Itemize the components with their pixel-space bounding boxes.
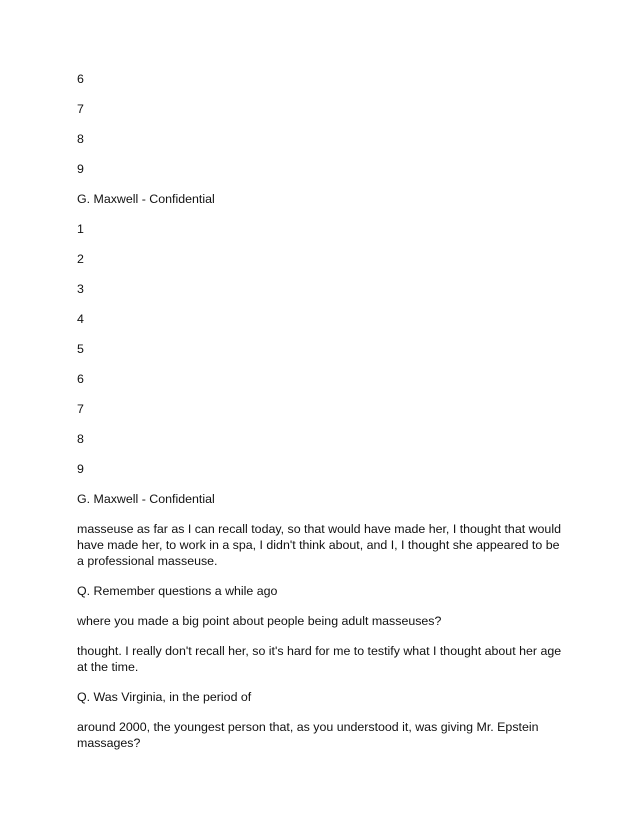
transcript-question: Q. Remember questions a while ago	[77, 584, 278, 598]
transcript-question: Q. Was Virginia, in the period of	[77, 690, 252, 704]
transcript-paragraph: where you made a big point about people being adult masseuses?	[77, 614, 442, 628]
line-number: 6	[77, 72, 84, 86]
transcript-paragraph: thought. I really don't recall her, so it's hard for me to testify what I thought about her age at the time.	[77, 644, 562, 674]
document-body	[77, 71, 562, 765]
confidential-label: G. Maxwell - Confidential	[77, 192, 215, 206]
line-number: 5	[77, 342, 84, 356]
line-number: 9	[77, 462, 84, 476]
line-number: 8	[77, 432, 84, 446]
line-number: 3	[77, 282, 84, 296]
line-number: 2	[77, 252, 84, 266]
transcript-paragraph: around 2000, the youngest person that, as you understood it, was giving Mr. Epstein massages?	[77, 720, 539, 750]
line-number: 1	[77, 222, 84, 236]
line-number: 7	[77, 102, 84, 116]
line-number: 4	[77, 312, 84, 326]
line-number: 9	[77, 162, 84, 176]
line-number: 6	[77, 372, 84, 386]
line-number: 7	[77, 402, 84, 416]
transcript-paragraph: masseuse as far as I can recall today, so that would have made her, I thought that would have made her, to work in a spa, I didn't think about, and I, I thought she appeared to be a professional masseuse.	[77, 522, 561, 568]
confidential-label: G. Maxwell - Confidential	[77, 492, 215, 506]
line-number: 8	[77, 132, 84, 146]
